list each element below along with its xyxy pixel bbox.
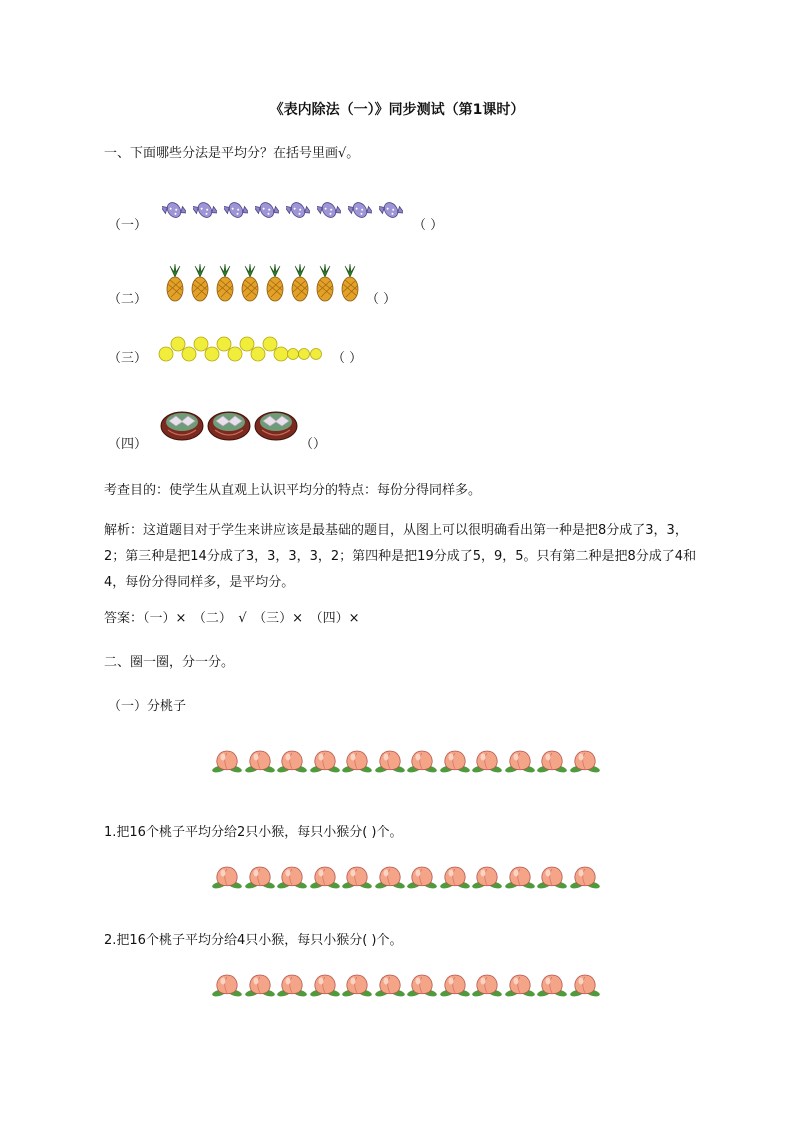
peach-icon (310, 972, 340, 998)
peach-row-2 (212, 864, 602, 890)
peach-icon (342, 748, 372, 774)
peach-icon (212, 972, 242, 998)
answer-paren-3: （ ） (332, 351, 363, 366)
basket-icon (160, 402, 204, 442)
section2-subheading: （一）分桃子 (108, 699, 187, 714)
pineapple-icon (288, 264, 312, 302)
peach-icon (472, 972, 502, 998)
basket-icon (254, 402, 298, 442)
section2-heading: 二、圈一圈，分一分。 (104, 655, 235, 670)
pineapple-icon (263, 264, 287, 302)
candy-icon (348, 193, 372, 227)
peach-icon (375, 748, 405, 774)
question-2: 2.把16个桃子平均分给4只小猴，每只小猴分( )个。 (104, 933, 403, 948)
peach-icon (407, 748, 437, 774)
peach-icon (472, 864, 502, 890)
peach-icon (245, 864, 275, 890)
peach-icon (277, 748, 307, 774)
peach-icon (407, 972, 437, 998)
peach-icon (537, 748, 567, 774)
pineapple-row (163, 264, 363, 302)
candy-icon (379, 193, 403, 227)
peach-icon (342, 972, 372, 998)
pineapple-icon (238, 264, 262, 302)
answer-text: 答案：（一）× （二） √ （三）× （四）× (104, 611, 360, 626)
peach-icon (440, 972, 470, 998)
candy-icon (162, 193, 186, 227)
peach-icon (440, 748, 470, 774)
item-label-3: （三） (108, 351, 148, 366)
lemon-row (158, 332, 333, 364)
peach-icon (505, 864, 535, 890)
peach-icon (472, 748, 502, 774)
answer-paren-2: （ ） (366, 292, 397, 307)
peach-icon (570, 972, 600, 998)
peach-icon (570, 748, 600, 774)
peach-icon (342, 864, 372, 890)
peach-row-1 (212, 748, 602, 774)
basket-icon (207, 402, 251, 442)
peach-icon (537, 972, 567, 998)
candy-icon (286, 193, 310, 227)
item-label-4: （四） (108, 437, 148, 452)
peach-icon (245, 748, 275, 774)
question-1: 1.把16个桃子平均分给2只小猴，每只小猴分( )个。 (104, 825, 403, 840)
peach-icon (310, 748, 340, 774)
pineapple-icon (338, 264, 362, 302)
answer-paren-1: （ ） (413, 218, 444, 233)
candy-row (162, 193, 410, 227)
peach-icon (570, 864, 600, 890)
peach-icon (440, 864, 470, 890)
purpose-text: 考查目的：使学生从直观上认识平均分的特点：每份分得同样多。 (104, 483, 482, 498)
peach-row-3 (212, 972, 602, 998)
peach-icon (212, 864, 242, 890)
peach-icon (537, 864, 567, 890)
candy-icon (317, 193, 341, 227)
pineapple-icon (313, 264, 337, 302)
candy-icon (193, 193, 217, 227)
page-title: 《表内除法（一）》同步测试（第1课时） (269, 102, 525, 118)
analysis-text: 解析：这道题目对于学生来讲应该是最基础的题目，从图上可以很明确看出第一种是把8分成了3，3，2；第三种是把14分成了3，3，3，3，2；第四种是把19分成了5，9，5。只有第二种是把8分成了4和4，每份分得同样多，是平均分。 (104, 523, 697, 590)
candy-icon (255, 193, 279, 227)
peach-icon (245, 972, 275, 998)
answer-paren-4: （） (300, 437, 327, 452)
basket-row (160, 402, 301, 442)
peach-icon (407, 864, 437, 890)
peach-icon (310, 864, 340, 890)
peach-icon (505, 748, 535, 774)
item-label-1: （一） (108, 218, 148, 233)
candy-icon (224, 193, 248, 227)
pineapple-icon (163, 264, 187, 302)
section1-heading: 一、下面哪些分法是平均分？在括号里画√。 (104, 146, 360, 161)
peach-icon (277, 864, 307, 890)
peach-icon (505, 972, 535, 998)
lemon-icon (308, 346, 324, 362)
peach-icon (375, 972, 405, 998)
peach-icon (212, 748, 242, 774)
peach-icon (375, 864, 405, 890)
pineapple-icon (213, 264, 237, 302)
pineapple-icon (188, 264, 212, 302)
peach-icon (277, 972, 307, 998)
item-label-2: （二） (108, 292, 148, 307)
